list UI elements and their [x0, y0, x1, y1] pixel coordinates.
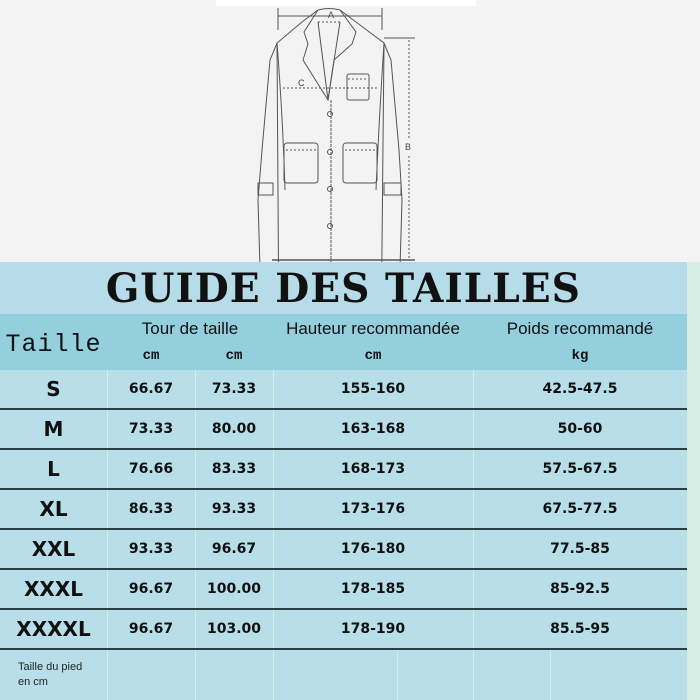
cell-height: 163-168 [340, 421, 406, 437]
cell-size: L [47, 457, 60, 481]
cell-waist-max: 73.33 [211, 381, 257, 397]
foot-size-row [0, 650, 687, 700]
cell-height: 155-160 [340, 381, 406, 397]
table-row [0, 570, 687, 610]
divider [195, 650, 196, 700]
cell-height: 173-176 [340, 501, 406, 517]
cell-waist-min: 76.66 [128, 461, 174, 477]
cell-weight: 77.5-85 [550, 541, 610, 557]
cell-size: XXL [31, 537, 76, 561]
table-row [0, 450, 687, 490]
foot-size-label-line1: Taille du pied [18, 661, 83, 673]
cell-weight: 57.5-67.5 [542, 461, 618, 477]
header-height: Hauteur recommandée [286, 319, 460, 338]
divider [273, 650, 274, 700]
lab-coat-illustration [0, 0, 700, 262]
cell-waist-min: 96.67 [128, 621, 174, 637]
dimension-label-a: A [328, 10, 335, 20]
cell-size: XXXL [23, 577, 83, 601]
cell-waist-max: 93.33 [211, 501, 257, 517]
cell-size: XXXXL [16, 617, 91, 641]
cell-waist-min: 93.33 [128, 541, 174, 557]
header-waist-unit-1: cm [142, 348, 160, 364]
foot-size-label-line2: en cm [18, 676, 48, 688]
header-height-unit: cm [364, 348, 382, 364]
title-band [0, 262, 687, 314]
cell-waist-max: 83.33 [211, 461, 257, 477]
foot-size-label [18, 660, 82, 690]
cell-waist-min: 86.33 [128, 501, 174, 517]
header-weight-unit: kg [571, 348, 589, 364]
divider [473, 650, 474, 700]
cell-waist-min: 66.67 [128, 381, 174, 397]
table-row [0, 530, 687, 570]
cell-waist-max: 103.00 [206, 621, 262, 637]
cell-waist-max: 80.00 [211, 421, 257, 437]
cell-weight: 85.5-95 [550, 621, 610, 637]
cell-height: 178-185 [340, 581, 406, 597]
cell-waist-min: 73.33 [128, 421, 174, 437]
table-row [0, 610, 687, 650]
header-waist-unit-2: cm [225, 348, 243, 364]
header-waist: Tour de taille [141, 319, 239, 338]
cell-size: S [46, 377, 61, 401]
cell-height: 176-180 [340, 541, 406, 557]
cell-waist-max: 96.67 [211, 541, 257, 557]
cell-size: M [43, 417, 64, 441]
cell-height: 168-173 [340, 461, 406, 477]
size-guide [0, 262, 700, 700]
dimension-label-b: B [405, 142, 412, 152]
table-header [0, 314, 687, 370]
cell-waist-min: 96.67 [128, 581, 174, 597]
table-row [0, 370, 687, 410]
cell-size: XL [39, 497, 68, 521]
divider [397, 650, 398, 700]
cell-height: 178-190 [340, 621, 406, 637]
header-weight: Poids recommandé [506, 319, 654, 338]
table-row [0, 410, 687, 450]
divider [550, 650, 551, 700]
table-row [0, 490, 687, 530]
page-title: GUIDE DES TAILLES [105, 264, 582, 312]
right-edge-strip [687, 262, 700, 700]
divider [107, 650, 108, 700]
cell-weight: 85-92.5 [550, 581, 610, 597]
header-size: Taille [5, 330, 102, 359]
lab-coat-drawing [0, 0, 700, 262]
cell-weight: 67.5-77.5 [542, 501, 618, 517]
cell-waist-max: 100.00 [206, 581, 262, 597]
cell-weight: 42.5-47.5 [542, 381, 618, 397]
cell-weight: 50-60 [557, 421, 603, 437]
dimension-label-c: C [298, 78, 305, 88]
